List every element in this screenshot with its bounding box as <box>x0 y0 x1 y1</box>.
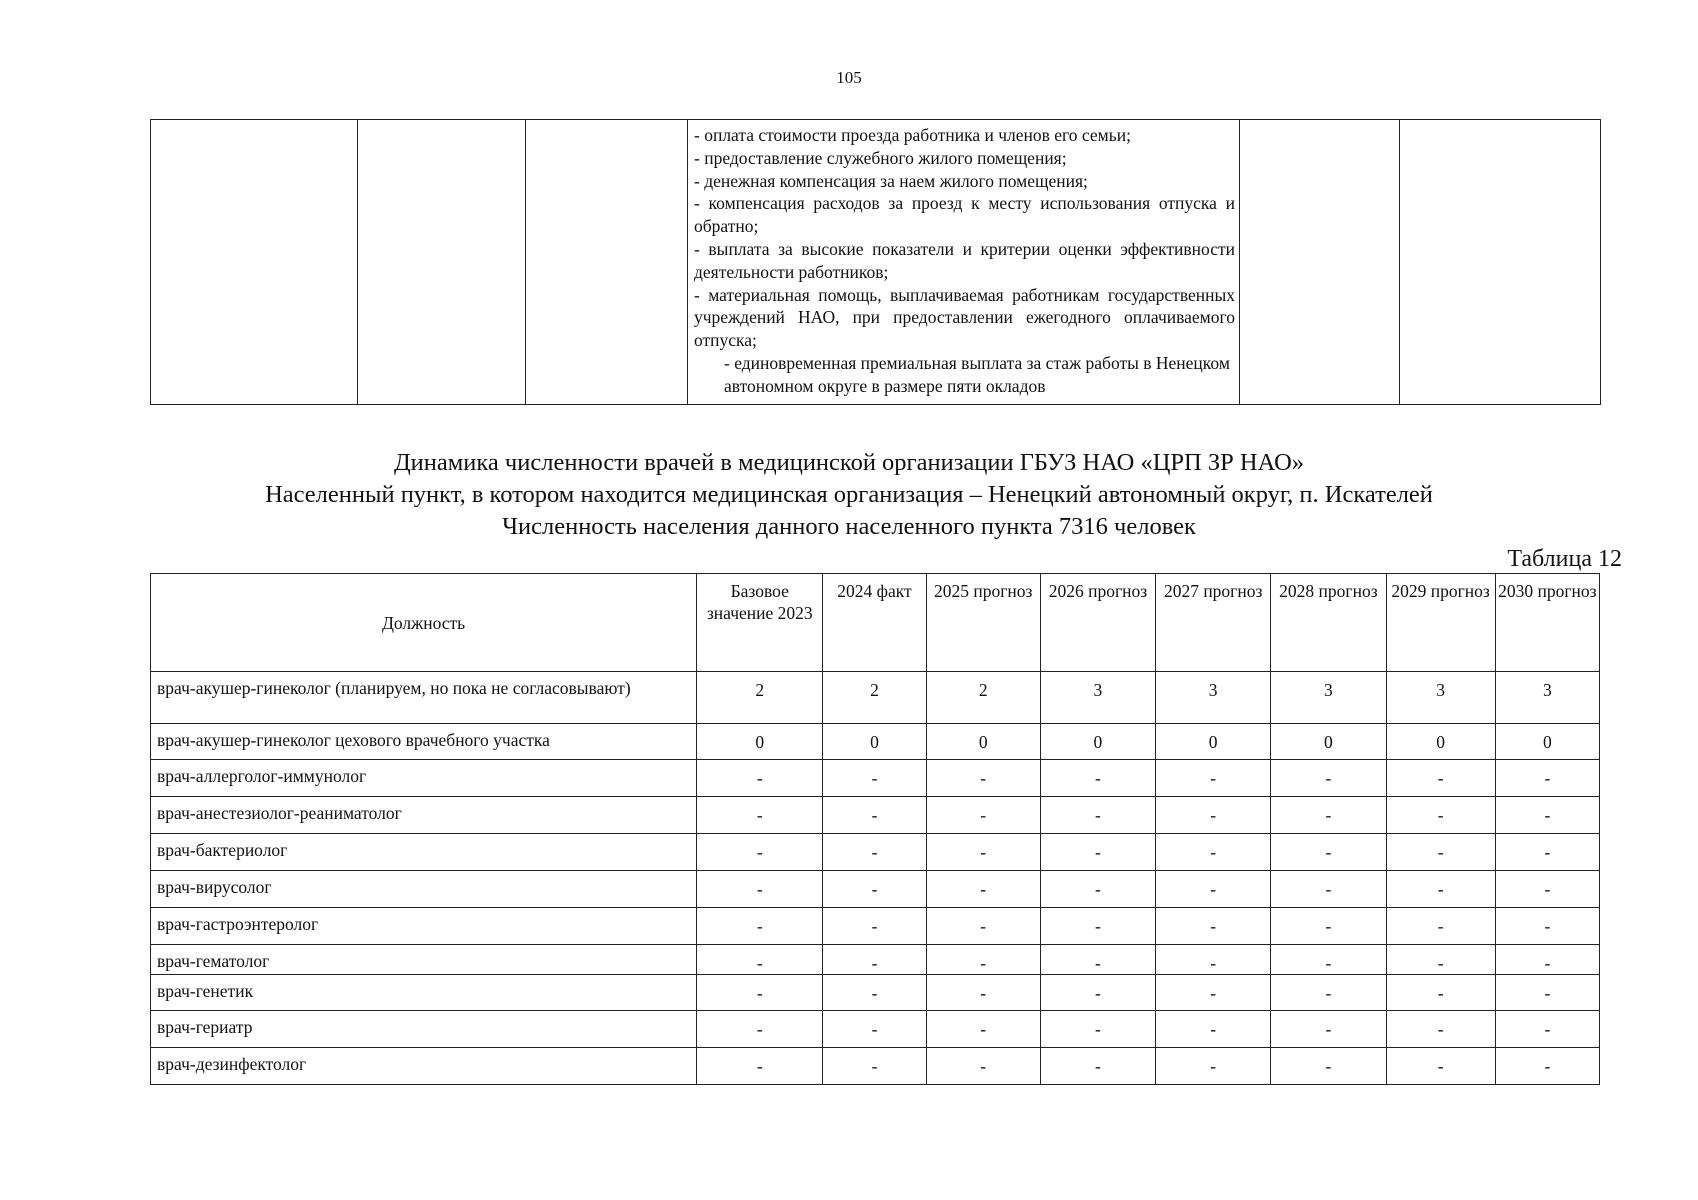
value-cell: - <box>1040 797 1155 834</box>
position-name-cell: врач-генетик <box>151 975 697 1011</box>
value-cell: 0 <box>823 724 926 760</box>
value-cell: - <box>697 1048 823 1085</box>
value-cell: - <box>1156 1048 1271 1085</box>
value-cell: - <box>1386 908 1495 945</box>
value-cell: 3 <box>1156 672 1271 724</box>
value-cell: - <box>697 1011 823 1048</box>
section-title: Динамика численности врачей в медицинской организации ГБУЗ НАО «ЦРП ЗР НАО» <box>393 449 1305 476</box>
column-header: 2028 прогноз <box>1271 574 1386 672</box>
value-cell: - <box>823 760 926 797</box>
value-cell: - <box>697 975 823 1011</box>
table-row <box>151 724 1600 760</box>
position-name-cell: врач-гастроэнтеролог <box>151 908 697 945</box>
value-cell: - <box>823 1011 926 1048</box>
position-name-cell: врач-дезинфектолог <box>151 1048 697 1085</box>
value-cell: - <box>1271 797 1386 834</box>
position-name-cell: врач-гематолог <box>151 945 697 975</box>
value-cell: - <box>1271 945 1386 975</box>
benefit-item: - материальная помощь, выплачиваемая работникам государственных учреждений НАО, при предоставлении ежегодного оплачиваемого отпуска; <box>694 284 1235 351</box>
value-cell: - <box>697 760 823 797</box>
value-cell: - <box>926 1011 1040 1048</box>
value-cell: 0 <box>1386 724 1495 760</box>
value-cell: - <box>1040 1011 1155 1048</box>
position-name-cell: врач-акушер-гинеколог (планируем, но пока не согласовывают) <box>151 672 697 724</box>
value-cell: - <box>1156 1011 1271 1048</box>
benefit-item: - компенсация расходов за проезд к месту использования отпуска и обратно; <box>694 193 1235 237</box>
value-cell: - <box>1495 1011 1599 1048</box>
column-header: 2025 прогноз <box>926 574 1040 672</box>
value-cell: 0 <box>1040 724 1155 760</box>
table-row <box>151 945 1600 975</box>
value-cell: 2 <box>697 672 823 724</box>
value-cell: - <box>1040 871 1155 908</box>
value-cell: - <box>1271 975 1386 1011</box>
value-cell: 3 <box>1040 672 1155 724</box>
table-row <box>151 1011 1600 1048</box>
benefits-list-cell <box>688 120 1240 405</box>
table-row <box>151 908 1600 945</box>
value-cell: - <box>1386 945 1495 975</box>
continuation-cell-empty <box>151 120 358 405</box>
value-cell: - <box>697 797 823 834</box>
benefit-item: - предоставление служебного жилого помещения; <box>694 147 1067 168</box>
value-cell: - <box>1495 797 1599 834</box>
value-cell: - <box>823 834 926 871</box>
value-cell: - <box>1386 871 1495 908</box>
value-cell: 3 <box>1271 672 1386 724</box>
value-cell: - <box>1156 797 1271 834</box>
value-cell: - <box>926 908 1040 945</box>
value-cell: - <box>1386 1048 1495 1085</box>
value-cell: - <box>823 871 926 908</box>
value-cell: - <box>1386 1011 1495 1048</box>
value-cell: - <box>823 797 926 834</box>
value-cell: - <box>823 975 926 1011</box>
value-cell: - <box>1271 871 1386 908</box>
continuation-cell-empty <box>358 120 526 405</box>
column-header: 2030 прогноз <box>1495 574 1599 672</box>
value-cell: - <box>1040 834 1155 871</box>
value-cell: - <box>1156 871 1271 908</box>
table-row <box>151 1048 1600 1085</box>
value-cell: - <box>926 975 1040 1011</box>
value-cell: - <box>926 760 1040 797</box>
value-cell: - <box>1386 834 1495 871</box>
value-cell: 0 <box>1271 724 1386 760</box>
value-cell: - <box>697 834 823 871</box>
value-cell: - <box>1040 975 1155 1011</box>
column-header: 2029 прогноз <box>1386 574 1495 672</box>
value-cell: - <box>1495 834 1599 871</box>
continuation-cell-empty <box>526 120 688 405</box>
value-cell: - <box>1040 760 1155 797</box>
table-row <box>151 760 1600 797</box>
value-cell: - <box>1271 1048 1386 1085</box>
continuation-cell-empty <box>1400 120 1601 405</box>
column-header: Должность <box>151 574 697 672</box>
value-cell: - <box>1040 945 1155 975</box>
table-row <box>151 797 1600 834</box>
value-cell: - <box>1271 760 1386 797</box>
table-row <box>151 871 1600 908</box>
value-cell: - <box>1495 871 1599 908</box>
benefit-item: - выплата за высокие показатели и критерии оценки эффективности деятельности работников; <box>694 238 1235 282</box>
position-name-cell: врач-анестезиолог-реаниматолог <box>151 797 697 834</box>
position-name-cell: врач-вирусолог <box>151 871 697 908</box>
continuation-row <box>151 120 1601 405</box>
value-cell: 0 <box>926 724 1040 760</box>
value-cell: 3 <box>1495 672 1599 724</box>
value-cell: 3 <box>1386 672 1495 724</box>
value-cell: 0 <box>1495 724 1599 760</box>
position-name-cell: врач-бактериолог <box>151 834 697 871</box>
table-row <box>151 975 1600 1011</box>
value-cell: - <box>1156 834 1271 871</box>
value-cell: 2 <box>823 672 926 724</box>
value-cell: - <box>926 1048 1040 1085</box>
benefit-item: - оплата стоимости проезда работника и членов его семьи; <box>694 125 1131 145</box>
value-cell: - <box>823 908 926 945</box>
value-cell: - <box>1386 975 1495 1011</box>
value-cell: - <box>926 834 1040 871</box>
doctors-table <box>150 573 1600 1085</box>
value-cell: - <box>926 945 1040 975</box>
value-cell: - <box>1495 1048 1599 1085</box>
value-cell: - <box>1156 908 1271 945</box>
value-cell: - <box>1271 1011 1386 1048</box>
table-header-row <box>151 574 1600 672</box>
value-cell: 2 <box>926 672 1040 724</box>
table-row <box>151 834 1600 871</box>
value-cell: - <box>697 945 823 975</box>
benefit-item: - денежная компенсация за наем жилого помещения; <box>694 170 1088 191</box>
value-cell: - <box>1386 760 1495 797</box>
column-header: 2026 прогноз <box>1040 574 1155 672</box>
value-cell: - <box>1386 797 1495 834</box>
location-line: Населенный пункт, в котором находится медицинская организация – Ненецкий автономный округ, п. Искателей <box>265 481 1433 508</box>
value-cell: - <box>1495 945 1599 975</box>
continuation-cell-empty <box>1240 120 1400 405</box>
value-cell: - <box>1495 908 1599 945</box>
position-name-cell: врач-аллерголог-иммунолог <box>151 760 697 797</box>
value-cell: - <box>1156 945 1271 975</box>
table-row <box>151 672 1600 724</box>
value-cell: - <box>697 871 823 908</box>
value-cell: - <box>1040 1048 1155 1085</box>
value-cell: - <box>926 797 1040 834</box>
value-cell: - <box>1271 908 1386 945</box>
value-cell: - <box>1495 760 1599 797</box>
value-cell: - <box>697 908 823 945</box>
table-label: Таблица 12 <box>1507 546 1622 572</box>
column-header: 2024 факт <box>823 574 926 672</box>
section-titles <box>0 447 1698 543</box>
value-cell: - <box>1040 908 1155 945</box>
value-cell: 0 <box>697 724 823 760</box>
value-cell: - <box>926 871 1040 908</box>
value-cell: - <box>1495 975 1599 1011</box>
table-body <box>151 672 1600 1085</box>
value-cell: 0 <box>1156 724 1271 760</box>
value-cell: - <box>1271 834 1386 871</box>
value-cell: - <box>823 945 926 975</box>
value-cell: - <box>823 1048 926 1085</box>
benefit-item: - единовременная премиальная выплата за стаж работы в Ненецком автономном округе в размере пяти окладов <box>724 352 1230 396</box>
column-header: Базовое значение 2023 <box>697 574 823 672</box>
value-cell: - <box>1156 760 1271 797</box>
page-number: 105 <box>836 68 862 87</box>
continuation-table <box>150 119 1601 405</box>
position-name-cell: врач-акушер-гинеколог цехового врачебного участка <box>151 724 697 760</box>
position-name-cell: врач-гериатр <box>151 1011 697 1048</box>
column-header: 2027 прогноз <box>1156 574 1271 672</box>
value-cell: - <box>1156 975 1271 1011</box>
population-line: Численность населения данного населенного пункта 7316 человек <box>502 513 1196 540</box>
